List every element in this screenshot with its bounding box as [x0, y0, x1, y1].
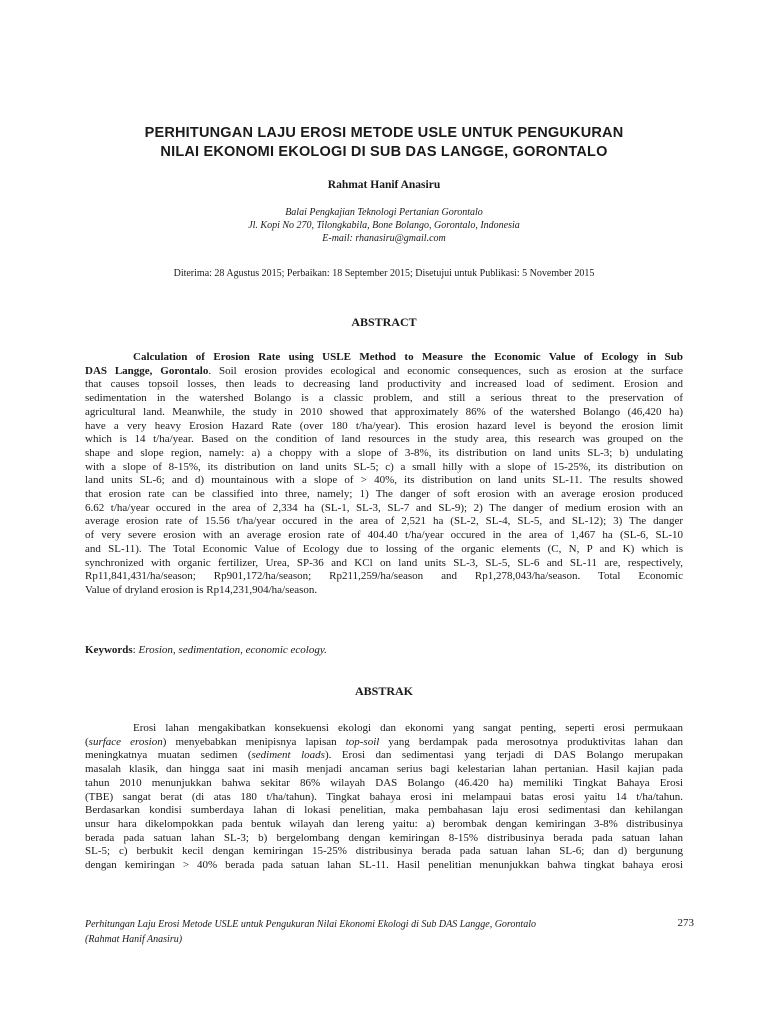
abstrak-line: SL-5; c) berbukit kecil dengan kemiringan 15-25% distribusinya berada pada satuan lahan SL-6; dan d) bergunung [85, 845, 683, 858]
paper-title [60, 124, 708, 162]
abstract-line: which is 14 t/ha/year. Based on the condition of land resources in the study area, this research was grouped on the [85, 433, 683, 446]
author-name: Rahmat Hanif Anasiru [327, 179, 441, 191]
running-footer [85, 917, 685, 947]
abstrak-text: meningkatnya muatan sedimen ( [85, 749, 252, 762]
keywords-text: Erosion, sedimentation, economic ecology. [138, 644, 327, 656]
submission-dates: Diterima: 28 Agustus 2015; Perbaikan: 18 September 2015; Disetujui untuk Publikasi: 5 November 2015 [173, 268, 595, 279]
abstrak-line [85, 749, 683, 763]
abstrak-term: surface erosion [88, 735, 163, 748]
abstrak-line: Erosi lahan mengakibatkan konsekuensi ekologi dan ekonomi yang sangat penting, seperti erosi permukaan [133, 722, 683, 734]
abstract-line: synchronized with organic fertilizer, Urea, SP-36 and KCl on land units SL-3, SL-5, SL-6 and SL-11 are, respectively, [85, 556, 683, 569]
abstract-line: average erosion rate of 15.56 t/ha/year occured in the area of 2,521 ha (SL-2, SL-4, SL-5, and SL-12); 3) The danger [85, 515, 683, 528]
abstract-line [85, 365, 683, 379]
abstrak-text: ) menyebabkan menipisnya lapisan [162, 735, 346, 748]
abstrak-line [85, 736, 683, 750]
affiliation-institution: Balai Pengkajian Teknologi Pertanian Gorontalo [285, 207, 483, 218]
abstract-paper-title: Calculation of Erosion Rate using USLE Method to Measure the Economic Value of Ecology in Sub [133, 351, 683, 363]
abstrak-line: Berdasarkan kondisi sumberdaya lahan di lokasi penelitian, maka pembahasan laju erosi sedimentasi dan kehilangan [85, 804, 683, 817]
abstract-line: Value of dryland erosion is Rp14,231,904/ha/season. [85, 583, 318, 596]
abstract-line: that erosion rate can be classified into three, namely; 1) The danger of soft erosion with an average erosion produced [85, 488, 683, 501]
abstrak-term: sediment loads [251, 749, 325, 762]
footer-title: Perhitungan Laju Erosi Metode USLE untuk Pengukuran Nilai Ekonomi Ekologi di Sub DAS Langge, Gorontalo [85, 919, 536, 930]
abstract-line: Rp11,841,431/ha/season; Rp901,172/ha/season; Rp211,259/ha/season and Rp1,278,043/ha/season. Total Economic [85, 570, 683, 583]
abstract-text: . Soil erosion provides ecological and economic consequences, such as erosion at the surface [208, 364, 683, 377]
abstrak-line: unsur hara dikelompokkan pada bentuk wilayah dan lereng yaitu: a) berombak dengan kemiringan 3-8% distribusinya [85, 817, 683, 830]
abstrak-line: berada pada satuan lahan SL-3; b) bergelombang dengan kemiringan 8-15% distribusinya berada pada satuan lahan [85, 831, 683, 844]
keywords [85, 644, 685, 656]
abstract-line: of very severe erosion with an average erosion rate of 404.40 t/ha/year occured in the area of 1,467 ha (SL-6, SL-10 [85, 529, 683, 542]
abstrak-heading: ABSTRAK [354, 684, 413, 698]
paper-title-line: PERHITUNGAN LAJU EROSI METODE USLE UNTUK PENGUKURAN [144, 125, 624, 141]
abstract-line: 6.62 t/ha/year occured in the area of 2,334 ha (SL-1, SL-3, SL-7 and SL-9); 2) The danger of medium erosion with an [85, 501, 683, 514]
keywords-separator: : [132, 644, 139, 656]
abstrak-text: ( [85, 735, 89, 748]
abstract-line: and SL-11). The Total Economic Value of Ecology due to lossing of the organic elements (C, N, P and K) which is [85, 542, 683, 555]
abstract-line: shape and slope region, namely: a) a choppy with a slope of 3-8%, its distribution on land units SL-3; b) undulating [85, 446, 683, 459]
affiliation-address: Jl. Kopi No 270, Tilongkabila, Bone Bolango, Gorontalo, Indonesia [248, 220, 520, 231]
paper-title-line: NILAI EKONOMI EKOLOGI DI SUB DAS LANGGE, GORONTALO [160, 144, 608, 160]
abstrak-line: masalah klasik, dan hingga saat ini masih menjadi ancaman serius bagi kelestarian lahan pertanian. Hasil kajian pada [85, 763, 683, 776]
abstrak-body [85, 722, 683, 873]
abstract-heading: ABSTRACT [351, 315, 417, 329]
affiliation [0, 206, 768, 245]
abstrak-line: dengan kemiringan > 40% berada pada satuan lahan SL-11. Hasil penelitian menunjukkan bahwa tingkat bahaya erosi [85, 859, 683, 872]
abstrak-text: ). Erosi dan sedimentasi yang terjadi di DAS Bolango merupakan [324, 749, 683, 762]
abstract-body [85, 351, 683, 598]
abstrak-text: yang berdampak pada merosotnya produktivitas lahan dan [379, 735, 683, 748]
page-number: 273 [677, 917, 694, 929]
abstract-line: agricultural land. Meanwhile, the study in 2010 showed that approximately 86% of the watershed Bolango (46,420 ha) [85, 405, 683, 418]
abstract-paper-title: DAS Langge, Gorontalo [85, 364, 209, 377]
affiliation-email: E-mail: rhanasiru@gmail.com [322, 233, 446, 244]
abstrak-line: tahun 2010 menunjukkan bahwa sekitar 86% wilayah DAS Bolango (46.420 ha) memiliki Tingkat Bahaya Erosi [85, 776, 683, 789]
abstract-line: that causes topsoil losses, then leads to decreasing land productivity and increased load of sediment. Erosion and [85, 378, 683, 391]
abstract-line: sedimentation in the watershed Bolango is a classic problem, and still a serious threat to the preservation of [85, 392, 683, 405]
keywords-label: Keywords [85, 644, 133, 656]
abstrak-term: top-soil [345, 735, 380, 748]
abstract-line [85, 351, 683, 365]
abstract-line: have a very heavy Erosion Hazard Rate (over 180 t/ha/year). This erosion hazard level is beyond the erosion limit [85, 419, 683, 432]
abstract-line: land units SL-6; and d) mountainous with a slope of > 40%, its distribution on land units SL-11. The results showed [85, 474, 683, 487]
footer-author: (Rahmat Hanif Anasiru) [85, 934, 183, 945]
abstract-line: with a slope of 8-15%, its distribution on land units SL-5; c) a small hilly with a slope of 15-25%, its distribution on [85, 460, 683, 473]
abstrak-line: (TBE) sangat berat (di atas 180 t/ha/tahun). Tingkat bahaya erosi ini melampaui batas erosi yaitu 14 t/ha/tahun. [85, 790, 683, 803]
